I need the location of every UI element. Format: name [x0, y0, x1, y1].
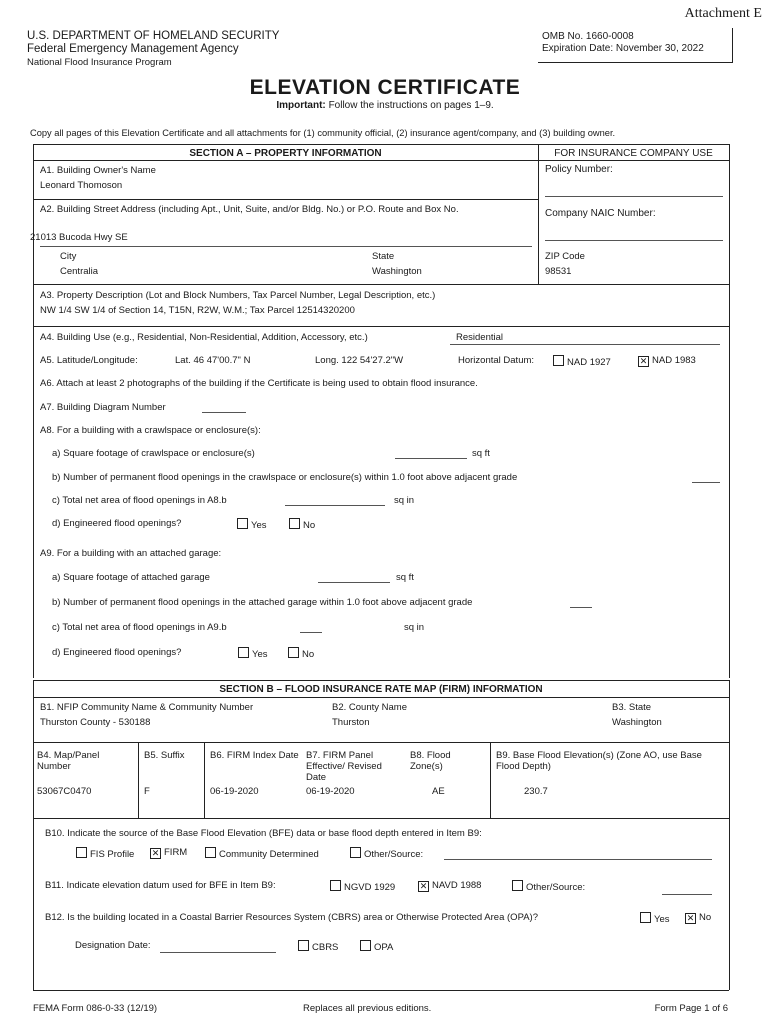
b11-other-checkbox[interactable] [512, 880, 523, 891]
a5-latitude[interactable]: Lat. 46 47'00.7" N [175, 355, 251, 366]
b9-base-flood-elevation[interactable]: 230.7 [524, 786, 548, 797]
a9c-field[interactable] [300, 632, 322, 633]
footer-form-number: FEMA Form 086-0-33 (12/19) [33, 1003, 158, 1014]
a8a-label: a) Square footage of crawlspace or enclosure(s) [52, 448, 255, 459]
a5-longitude[interactable]: Long. 122 54'27.2"W [315, 355, 404, 366]
a9a-field[interactable] [318, 582, 390, 583]
b11-navd-option[interactable]: ✕ NAVD 1988 [419, 880, 482, 891]
b6-label: B6. FIRM Index Date [210, 750, 299, 761]
a3-label: A3. Property Description (Lot and Block Numbers, Tax Parcel Number, Legal Description, etc.) [40, 290, 436, 301]
a8d-yes-checkbox[interactable] [237, 518, 248, 529]
a4-building-use[interactable]: Residential [456, 332, 503, 343]
a8d-yes-option[interactable]: Yes [237, 518, 267, 531]
a8d-no-option[interactable]: No [289, 518, 315, 531]
a8c-unit: sq in [394, 495, 415, 506]
b10-community-checkbox[interactable] [205, 847, 216, 858]
state-label: State [372, 251, 395, 262]
zip-label: ZIP Code [545, 251, 585, 262]
a9d-yes-option[interactable]: Yes [238, 647, 268, 660]
a9d-yes-checkbox[interactable] [238, 647, 249, 658]
b10-firm-option[interactable]: ✕ FIRM [151, 847, 188, 858]
a8c-label: c) Total net area of flood openings in A8.b [52, 495, 227, 506]
b10-label: B10. Indicate the source of the Base Flood Elevation (BFE) data or base flood depth entered in Item B9: [45, 828, 482, 839]
b7-firm-panel-date[interactable]: 06-19-2020 [306, 786, 355, 797]
b12-yes-option[interactable]: Yes [640, 912, 670, 925]
omb-expiration: Expiration Date: November 30, 2022 [542, 43, 704, 54]
b1-label: B1. NFIP Community Name & Community Number [40, 702, 254, 713]
insurance-use-header: FOR INSURANCE COMPANY USE [554, 148, 713, 159]
footer-replaces: Replaces all previous editions. [303, 1003, 432, 1014]
a9d-label: d) Engineered flood openings? [52, 647, 182, 658]
b11-label: B11. Indicate elevation datum used for BFE in Item B9: [45, 880, 276, 891]
designation-date-label: Designation Date: [75, 940, 151, 951]
city-value[interactable]: Centralia [60, 266, 99, 277]
policy-number-label: Policy Number: [545, 164, 613, 175]
page-title: ELEVATION CERTIFICATE [249, 76, 521, 99]
a9a-unit: sq ft [396, 572, 414, 583]
b12-no-option[interactable]: ✕ No [686, 912, 712, 923]
cbrs-option[interactable]: CBRS [298, 940, 338, 953]
a9c-label: c) Total net area of flood openings in A9.b [52, 622, 227, 633]
b4-label: B4. Map/Panel Number [37, 750, 100, 772]
policy-number-field[interactable] [545, 196, 723, 197]
a5-nad1983-option[interactable]: ✕ NAD 1983 [639, 355, 696, 366]
b5-suffix[interactable]: F [144, 786, 150, 797]
a8a-field[interactable] [395, 458, 467, 459]
section-b-header: SECTION B – FLOOD INSURANCE RATE MAP (FIRM) INFORMATION [219, 684, 543, 695]
important-note: Important: Follow the instructions on pages 1–9. [276, 100, 494, 111]
b11-other-field[interactable] [662, 894, 712, 895]
b6-firm-index-date[interactable]: 06-19-2020 [210, 786, 259, 797]
b8-flood-zone[interactable]: AE [432, 786, 445, 797]
b10-other-option[interactable]: Other/Source: [350, 847, 423, 860]
naic-number-label: Company NAIC Number: [545, 208, 656, 219]
cbrs-checkbox[interactable] [298, 940, 309, 951]
b5-label: B5. Suffix [144, 750, 185, 761]
zip-value[interactable]: 98531 [545, 266, 572, 277]
a6-text: A6. Attach at least 2 photographs of the building if the Certificate is being used to obtain flood insurance. [40, 378, 478, 389]
b4-map-panel[interactable]: 53067C0470 [37, 786, 92, 797]
section-a-header: SECTION A – PROPERTY INFORMATION [189, 148, 382, 159]
b11-other-option[interactable]: Other/Source: [512, 880, 585, 893]
a8a-unit: sq ft [472, 448, 490, 459]
b12-label: B12. Is the building located in a Coastal Barrier Resources System (CBRS) area or Otherwise Protected Area (OPA)? [45, 912, 538, 923]
agency-header [27, 30, 279, 69]
agency-line-3: National Flood Insurance Program [27, 57, 172, 68]
b10-other-field[interactable] [444, 859, 712, 860]
agency-line-2: Federal Emergency Management Agency [27, 43, 239, 55]
opa-option[interactable]: OPA [360, 940, 393, 953]
omb-box [538, 28, 733, 63]
a8d-label: d) Engineered flood openings? [52, 518, 182, 529]
a5-datum-label: Horizontal Datum: [458, 355, 535, 366]
a5-nad1927-option[interactable]: NAD 1927 [553, 355, 611, 368]
a1-label: A1. Building Owner's Name [40, 165, 156, 176]
b12-yes-checkbox[interactable] [640, 912, 651, 923]
a9-label: A9. For a building with an attached garage: [40, 548, 222, 559]
copy-note: Copy all pages of this Elevation Certificate and all attachments for (1) community official, (2) insurance agent/company, and (3) building owner. [30, 128, 616, 138]
b10-community-option[interactable]: Community Determined [205, 847, 319, 860]
b2-county[interactable]: Thurston [332, 717, 370, 728]
nad1927-checkbox[interactable] [553, 355, 564, 366]
b3-state[interactable]: Washington [612, 717, 662, 728]
a2-street-address[interactable]: 21013 Bucoda Hwy SE [30, 232, 128, 243]
b9-label: B9. Base Flood Elevation(s) (Zone AO, use Base Flood Depth) [496, 750, 702, 772]
b1-community[interactable]: Thurston County - 530188 [40, 717, 151, 728]
a9b-label: b) Number of permanent flood openings in the attached garage within 1.0 foot above adjacent grade [52, 597, 473, 608]
a2-label: A2. Building Street Address (including Apt., Unit, Suite, and/or Bldg. No.) or P.O. Route and Box No. [40, 204, 459, 215]
naic-number-field[interactable] [545, 240, 723, 241]
b2-label: B2. County Name [332, 702, 407, 713]
b11-ngvd-option[interactable]: NGVD 1929 [330, 880, 395, 893]
b11-navd-checkbox[interactable]: ✕ [419, 881, 428, 891]
b12-no-checkbox[interactable]: ✕ [686, 913, 695, 923]
a9a-label: a) Square footage of attached garage [52, 572, 210, 583]
a7-diagram-number-field[interactable] [202, 412, 246, 413]
b10-fis-option[interactable]: FIS Profile [76, 847, 134, 860]
a9d-no-option[interactable]: No [288, 647, 314, 660]
b11-ngvd-checkbox[interactable] [330, 880, 341, 891]
a8d-no-checkbox[interactable] [289, 518, 300, 529]
a8b-label: b) Number of permanent flood openings in the crawlspace or enclosure(s) within 1.0 foot above adjacent grade [52, 472, 518, 483]
a9d-no-checkbox[interactable] [288, 647, 299, 658]
agency-line-1: U.S. DEPARTMENT OF HOMELAND SECURITY [27, 30, 280, 42]
a9c-unit: sq in [404, 622, 425, 633]
b8-label: B8. Flood Zone(s) [410, 750, 451, 772]
b10-fis-checkbox[interactable] [76, 847, 87, 858]
b10-firm-checkbox[interactable]: ✕ [151, 848, 160, 858]
footer-page: Form Page 1 of 6 [654, 1003, 728, 1014]
b3-label: B3. State [612, 702, 652, 713]
attachment-label: Attachment E [684, 6, 762, 21]
b10-other-checkbox[interactable] [350, 847, 361, 858]
a5-label: A5. Latitude/Longitude: [40, 355, 138, 366]
a1-owner-name[interactable]: Leonard Thomoson [40, 180, 123, 191]
a7-label: A7. Building Diagram Number [40, 402, 166, 413]
city-label: City [60, 251, 77, 262]
omb-number: OMB No. 1660-0008 [542, 31, 634, 42]
a4-label: A4. Building Use (e.g., Residential, Non-Residential, Addition, Accessory, etc.) [40, 332, 368, 343]
a8b-field[interactable] [692, 482, 720, 483]
a8-label: A8. For a building with a crawlspace or enclosure(s): [40, 425, 261, 436]
a9b-field[interactable] [570, 607, 592, 608]
b7-label: B7. FIRM Panel Effective/ Revised Date [306, 750, 382, 783]
nad1983-checkbox[interactable]: ✕ [639, 356, 648, 366]
state-value[interactable]: Washington [372, 266, 422, 277]
a3-property-description[interactable]: NW 1/4 SW 1/4 of Section 14, T15N, R2W, W.M.; Tax Parcel 12514320200 [40, 305, 355, 316]
designation-date-field[interactable] [160, 952, 276, 953]
a8c-field[interactable] [285, 505, 385, 506]
opa-checkbox[interactable] [360, 940, 371, 951]
